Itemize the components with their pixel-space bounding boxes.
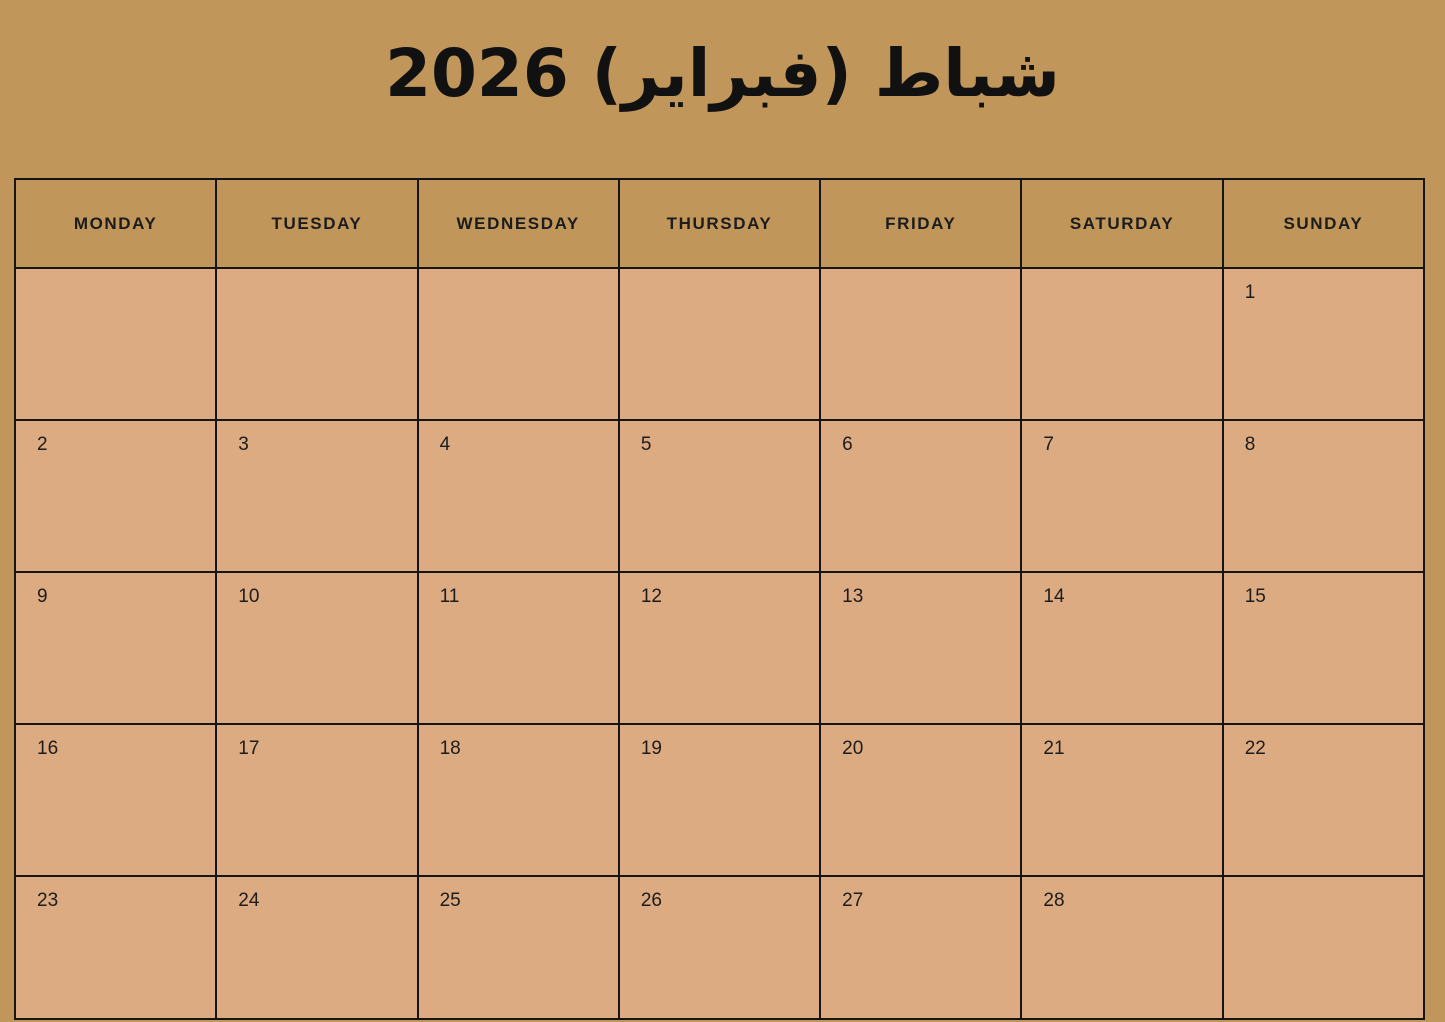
- day-cell-empty: [419, 269, 618, 419]
- day-cell: 2: [16, 421, 215, 571]
- day-cell: 14: [1022, 573, 1221, 723]
- day-cell: 3: [217, 421, 416, 571]
- day-cell-empty: [821, 269, 1020, 419]
- day-cell: 9: [16, 573, 215, 723]
- day-cell: 22: [1224, 725, 1423, 875]
- day-cell: 23: [16, 877, 215, 1018]
- weekday-header-tuesday: TUESDAY: [217, 180, 416, 267]
- day-cell: 8: [1224, 421, 1423, 571]
- day-cell: 20: [821, 725, 1020, 875]
- weekday-header-saturday: SATURDAY: [1022, 180, 1221, 267]
- day-cell: 28: [1022, 877, 1221, 1018]
- day-cell: 19: [620, 725, 819, 875]
- calendar-grid: [14, 178, 1425, 1020]
- day-cell: 25: [419, 877, 618, 1018]
- day-cell: 13: [821, 573, 1020, 723]
- day-cell-empty: [1022, 269, 1221, 419]
- day-cell: 27: [821, 877, 1020, 1018]
- day-cell: 18: [419, 725, 618, 875]
- day-cell-empty: [217, 269, 416, 419]
- day-cell: 5: [620, 421, 819, 571]
- day-cell: 1: [1224, 269, 1423, 419]
- day-cell-empty: [1224, 877, 1423, 1018]
- weekday-header-wednesday: WEDNESDAY: [419, 180, 618, 267]
- weekday-header-monday: MONDAY: [16, 180, 215, 267]
- day-cell: 11: [419, 573, 618, 723]
- day-cell: 15: [1224, 573, 1423, 723]
- day-cell: 24: [217, 877, 416, 1018]
- weekday-header-thursday: THURSDAY: [620, 180, 819, 267]
- day-cell-empty: [620, 269, 819, 419]
- day-cell: 21: [1022, 725, 1221, 875]
- calendar-title: شباط (فبراير) 2026: [385, 35, 1060, 112]
- day-cell: 4: [419, 421, 618, 571]
- day-cell: 6: [821, 421, 1020, 571]
- day-cell: 12: [620, 573, 819, 723]
- day-cell: 17: [217, 725, 416, 875]
- day-cell: 16: [16, 725, 215, 875]
- weekday-header-sunday: SUNDAY: [1224, 180, 1423, 267]
- day-cell: 26: [620, 877, 819, 1018]
- weekday-header-friday: FRIDAY: [821, 180, 1020, 267]
- day-cell-empty: [16, 269, 215, 419]
- day-cell: 7: [1022, 421, 1221, 571]
- day-cell: 10: [217, 573, 416, 723]
